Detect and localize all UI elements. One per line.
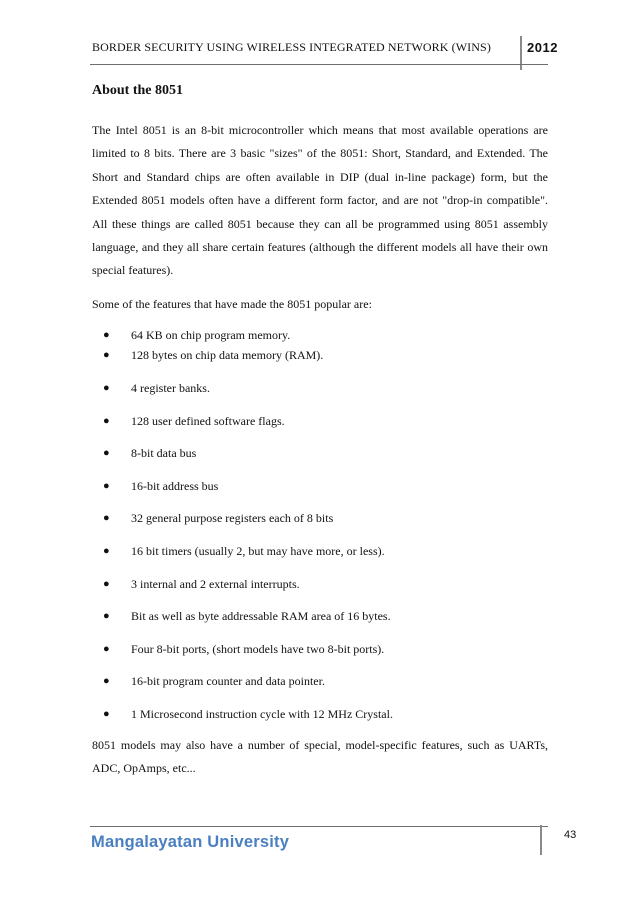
bullet-icon: ● xyxy=(103,328,110,341)
bullet-icon: ● xyxy=(103,512,110,525)
features-intro: Some of the features that have made the 8051 popular are: xyxy=(92,296,372,311)
list-item: ● 32 general purpose registers each of 8 bits xyxy=(92,508,548,528)
list-item: ● 128 bytes on chip data memory (RAM). xyxy=(92,345,548,365)
list-item: ● 128 user defined software flags. xyxy=(92,411,548,431)
header-rule xyxy=(90,64,548,65)
header-title: BORDER SECURITY USING WIRELESS INTEGRATED NETWORK (WINS) xyxy=(92,40,491,54)
page-content xyxy=(92,82,548,781)
header-year: 2012 xyxy=(527,40,558,55)
bullet-icon: ● xyxy=(103,675,110,688)
bullet-icon: ● xyxy=(103,479,110,492)
list-item: ● 4 register banks. xyxy=(92,378,548,398)
section-heading: About the 8051 xyxy=(92,83,184,98)
bullet-icon: ● xyxy=(103,642,110,655)
footer-rule xyxy=(90,826,548,827)
bullet-icon: ● xyxy=(103,577,110,590)
intro-paragraph: The Intel 8051 is an 8-bit microcontroller which means that most available operations are limited to 8 bits. There are 3 basic "sizes" of the 8051: Short, Standard, and Extended. The Short and Standard chips are often available in DIP (dual in-line package) form, but the Extended 8051 models often have a different form factor, and are not "drop-in compatible". All these things are called 8051 because they can all be programmed using 8051 assembly language, and they all share certain features (although the different models all have their own special features). xyxy=(92,123,548,278)
list-item: ● 8-bit data bus xyxy=(92,443,548,463)
bullet-icon: ● xyxy=(103,544,110,557)
bullet-icon: ● xyxy=(103,414,110,427)
bullet-icon: ● xyxy=(103,349,110,362)
bullet-icon: ● xyxy=(103,610,110,623)
list-item: ● Bit as well as byte addressable RAM area of 16 bytes. xyxy=(92,606,548,626)
list-item: ● 64 KB on chip program memory. xyxy=(92,325,548,345)
bullet-icon: ● xyxy=(103,707,110,720)
footer-university: Mangalayatan University xyxy=(91,833,290,851)
list-item: ● 16 bit timers (usually 2, but may have more, or less). xyxy=(92,541,548,561)
bullet-icon: ● xyxy=(103,381,110,394)
list-item: ● 16-bit program counter and data pointer. xyxy=(92,671,548,691)
footer-divider xyxy=(540,825,542,855)
page-number: 43 xyxy=(564,829,577,841)
list-item: ● 1 Microsecond instruction cycle with 12 MHz Crystal. xyxy=(92,704,548,724)
bullet-icon: ● xyxy=(103,447,110,460)
list-item: ● Four 8-bit ports, (short models have two 8-bit ports). xyxy=(92,639,548,659)
list-item: ● 3 internal and 2 external interrupts. xyxy=(92,574,548,594)
feature-list xyxy=(92,325,548,724)
closing-paragraph: 8051 models may also have a number of special, model-specific features, such as UARTs, ADC, OpAmps, etc... xyxy=(92,737,548,776)
list-item: ● 16-bit address bus xyxy=(92,476,548,496)
